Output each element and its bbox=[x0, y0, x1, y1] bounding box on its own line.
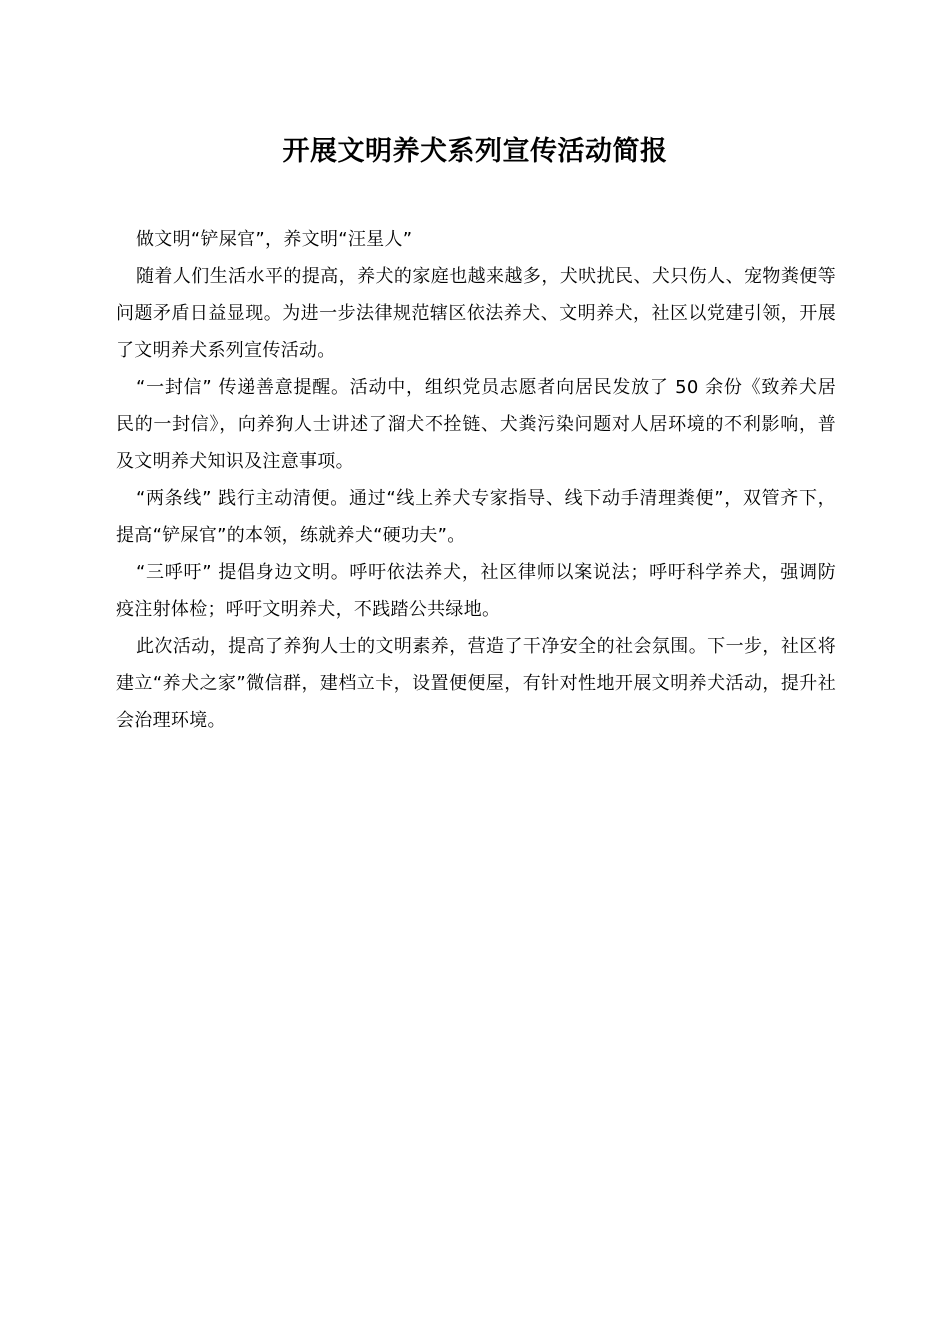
letter-paragraph: “一封信” 传递善意提醒。活动中，组织党员志愿者向居民发放了 50 余份《致养犬居民的一封信》，向养狗人士讲述了溜犬不拴链、犬粪污染问题对人居环境的不利影响，普及文明养犬知识及注意事项。 bbox=[116, 377, 836, 472]
two-lines-paragraph: “两条线” 践行主动清便。通过“线上养犬专家指导、线下动手清理粪便”，双管齐下，提高“铲屎官”的本领，练就养犬“硬功夫”。 bbox=[116, 488, 836, 546]
conclusion-paragraph: 此次活动，提高了养狗人士的文明素养，营造了干净安全的社会氛围。下一步，社区将建立“养犬之家”微信群，建档立卡，设置便便屋，有针对性地开展文明养犬活动，提升社会治理环境。 bbox=[116, 636, 836, 731]
three-appeals-paragraph: “三呼吁” 提倡身边文明。呼吁依法养犬，社区律师以案说法；呼吁科学养犬，强调防疫注射体检；呼吁文明养犬，不践踏公共绿地。 bbox=[116, 562, 836, 620]
document-body bbox=[116, 221, 836, 739]
document-title: 开展文明养犬系列宣传活动简报 bbox=[282, 136, 668, 167]
intro-paragraph: 随着人们生活水平的提高，养犬的家庭也越来越多，犬吠扰民、犬只伤人、宠物粪便等问题矛盾日益显现。为进一步法律规范辖区依法养犬、文明养犬，社区以党建引领，开展了文明养犬系列宣传活动。 bbox=[116, 266, 836, 361]
subtitle-paragraph: 做文明“铲屎官”，养文明“汪星人” bbox=[136, 229, 413, 250]
